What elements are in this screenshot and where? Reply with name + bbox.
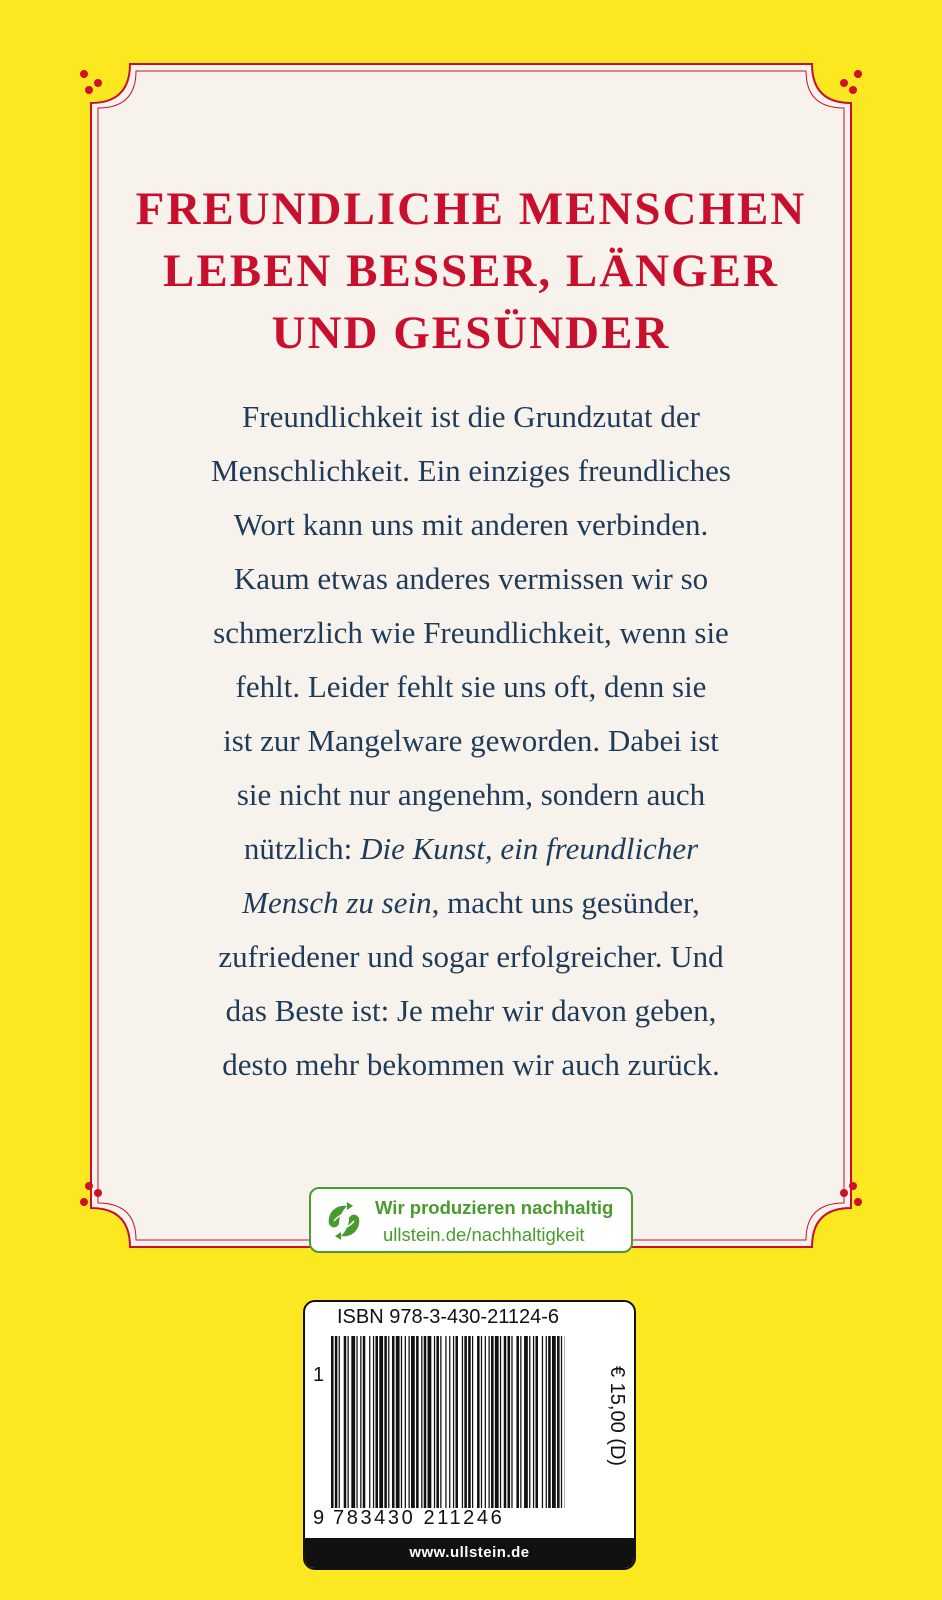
barcode-bar [388, 1336, 389, 1508]
blurb-line-3: Wort kann uns mit anderen verbinden. [233, 507, 709, 542]
barcode-bar [508, 1336, 511, 1508]
barcode-bar [548, 1336, 551, 1508]
barcode-bar [557, 1336, 560, 1508]
barcode-bar [379, 1336, 383, 1508]
blurb-line-4: Kaum etwas anderes vermissen wir so [233, 561, 709, 596]
book-title-part-2: Mensch zu sein [242, 885, 432, 920]
barcode-bar [434, 1336, 435, 1508]
barcode-bar [335, 1336, 338, 1508]
barcode-bar [511, 1336, 512, 1508]
barcode-bar [488, 1336, 489, 1508]
blurb-line-10-end: , macht uns gesünder, [431, 885, 700, 920]
barcode-bar [561, 1336, 562, 1508]
barcode-bar [449, 1336, 450, 1508]
barcode-bar [375, 1336, 378, 1508]
barcode-bar [356, 1336, 357, 1508]
barcode-bar [363, 1336, 366, 1508]
barcode-box [303, 1300, 636, 1570]
barcode-bar [436, 1336, 439, 1508]
barcode-bar [542, 1336, 543, 1508]
barcode-bar [416, 1336, 419, 1508]
barcode-digits: 783430 211246 [333, 1507, 505, 1529]
blurb-line-7: ist zur Mangelware geworden. Dabei ist [223, 723, 719, 758]
blurb-line-6: fehlt. Leider fehlt sie uns oft, denn sie [235, 669, 707, 704]
sustainability-url: ullstein.de/nachhaltigkeit [383, 1224, 585, 1245]
blurb-line-1: Freundlichkeit ist die Grundzutat der [242, 399, 700, 434]
barcode-bar [348, 1336, 349, 1508]
barcode-bar [535, 1336, 538, 1508]
barcode-bar [405, 1336, 406, 1508]
barcode-bar [360, 1336, 361, 1508]
barcode-bar [462, 1336, 463, 1508]
barcode-bar [472, 1336, 473, 1508]
barcode-bar [339, 1336, 340, 1508]
blurb-line-8: sie nicht nur angenehm, sondern auch [236, 777, 706, 812]
barcode-bar [369, 1336, 370, 1508]
corner-dots-top-right [840, 70, 862, 94]
barcode-bar [552, 1336, 556, 1508]
barcode-bar [546, 1336, 547, 1508]
barcode-bar [533, 1336, 534, 1508]
blurb-line-13: desto mehr bekommen wir auch zurück. [222, 1047, 720, 1082]
blurb-text [140, 390, 802, 1092]
book-title-part-1: Die Kunst, ein freundlicher [360, 831, 699, 866]
corner-dots-top-left [80, 70, 102, 94]
isbn-label: ISBN 978-3-430-21124-6 [337, 1306, 559, 1328]
barcode-bar [464, 1336, 467, 1508]
barcode-bar [344, 1336, 347, 1508]
headline [130, 178, 812, 364]
barcode-bar [520, 1336, 521, 1508]
barcode [331, 1336, 565, 1508]
barcode-bar [524, 1336, 528, 1508]
barcode-lead-digit-top: 1 [313, 1364, 325, 1386]
headline-line-2: LEBEN BESSER, LÄNGER [163, 245, 779, 297]
blurb-line-9 [140, 822, 802, 876]
barcode-bar [396, 1336, 400, 1508]
barcode-bar [408, 1336, 409, 1508]
barcode-bar [445, 1336, 446, 1508]
blurb-line-2: Menschlichkeit. Ein einziges freundliches [211, 453, 731, 488]
barcode-lead-digit-bottom: 9 [313, 1507, 325, 1529]
barcode-bar [428, 1336, 432, 1508]
barcode-bar [481, 1336, 482, 1508]
barcode-bar [455, 1336, 458, 1508]
barcode-bar [529, 1336, 530, 1508]
blurb-line-10 [140, 876, 802, 930]
barcode-bar [384, 1336, 387, 1508]
barcode-bar [401, 1336, 402, 1508]
barcode-bar [392, 1336, 395, 1508]
blurb-line-5: schmerzlich wie Freundlichkeit, wenn sie [213, 615, 729, 650]
barcode-bar [500, 1336, 501, 1508]
sustainability-title: Wir produzieren nachhaltig [375, 1197, 614, 1218]
barcode-bar [411, 1336, 415, 1508]
sustainability-badge [309, 1187, 633, 1253]
barcode-bar [485, 1336, 486, 1508]
barcode-bar [373, 1336, 374, 1508]
headline-line-1: FREUNDLICHE MENSCHEN [135, 183, 807, 235]
barcode-bar [468, 1336, 471, 1508]
publisher-website: www.ullstein.de [305, 1538, 634, 1568]
barcode-bar [504, 1336, 507, 1508]
barcode-bar [477, 1336, 480, 1508]
barcode-bar [440, 1336, 441, 1508]
barcode-bar [495, 1336, 499, 1508]
headline-line-3: UND GESÜNDER [271, 307, 671, 359]
barcode-bar [491, 1336, 494, 1508]
barcode-bar [331, 1336, 334, 1508]
blurb-line-12: das Beste ist: Je mehr wir davon geben, [225, 993, 717, 1028]
blurb-line-9-start: nützlich: [243, 831, 361, 866]
barcode-bar [351, 1336, 355, 1508]
barcode-bar [453, 1336, 454, 1508]
recycle-leaf-icon [317, 1194, 371, 1248]
barcode-bar [421, 1336, 422, 1508]
price-label: € 15,00 (D) [606, 1366, 628, 1467]
blurb-line-11: zufriedener und sogar erfolgreicher. Und [218, 939, 724, 974]
barcode-bar [424, 1336, 427, 1508]
barcode-bar [516, 1336, 519, 1508]
